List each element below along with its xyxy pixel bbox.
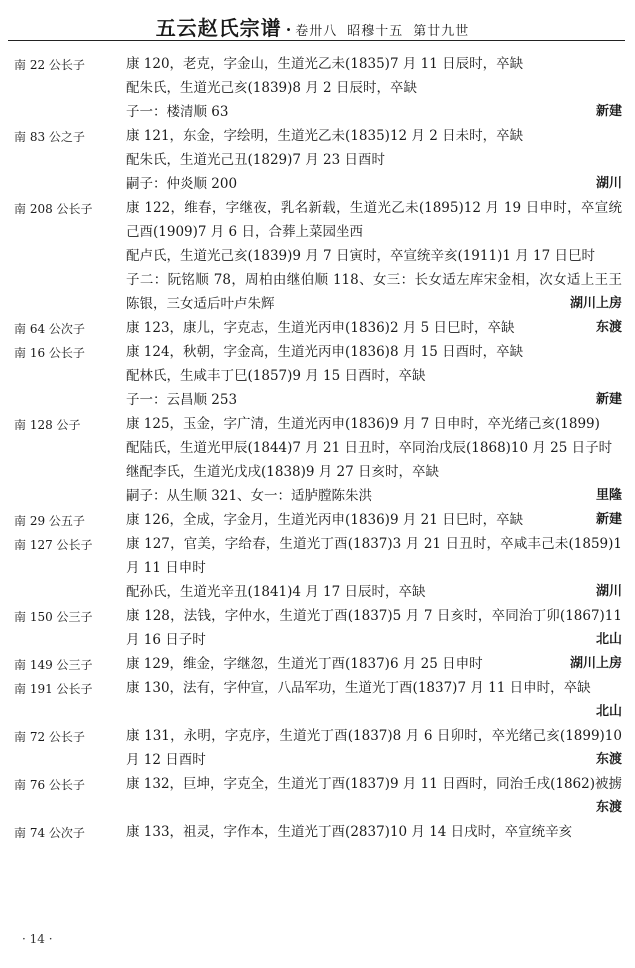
entry-text: 配朱氏，生道光己丑(1829)7 月 23 日酉时 xyxy=(126,152,386,168)
residence-place: 湖川上房 xyxy=(569,656,622,671)
father-reference: 南 76 公长子 xyxy=(14,778,85,792)
residence-place: 新建 xyxy=(595,104,622,119)
entry-text: 继配李氏，生道光戊戌(1838)9 月 27 日亥时，卒缺 xyxy=(126,464,440,480)
header-subtitle xyxy=(295,24,479,39)
genealogy-entry xyxy=(0,604,635,652)
father-reference: 南 74 公次子 xyxy=(14,826,85,840)
entry-text: 子一：云昌顺 253 xyxy=(126,392,238,408)
entry-detail-line xyxy=(126,388,622,412)
entry-body xyxy=(126,508,622,532)
entry-text: 康 127，官美，字给春，生道光丁酉(1837)3 月 21 日丑时，卒咸丰己未(1859)1 月 11 日申时 xyxy=(126,536,622,576)
entry-body xyxy=(126,724,622,772)
entry-text: 子一：楼清顺 63 xyxy=(126,104,229,120)
entry-main-line xyxy=(126,532,622,580)
entry-text: 子二：阮铭顺 78，周柏由继伯顺 118、女三：长女适左库宋金相，次女适上王王陈银，三女适后叶卢朱辉 xyxy=(126,272,622,312)
entry-body xyxy=(126,412,622,508)
residence-place: 里隆 xyxy=(595,488,622,503)
entry-body xyxy=(126,124,622,196)
father-reference: 南 72 公长子 xyxy=(14,730,85,744)
entry-detail-line xyxy=(126,700,622,724)
entry-text: 康 123，康儿，字克志，生道光丙申(1836)2 月 5 日巳时，卒缺 xyxy=(126,320,515,336)
entry-detail-line xyxy=(126,244,622,268)
entry-detail-line xyxy=(126,76,622,100)
genealogy-entry xyxy=(0,196,635,316)
entry-main-line xyxy=(126,604,622,652)
genealogy-entry xyxy=(0,124,635,196)
entry-detail-line xyxy=(126,484,622,508)
entry-text: 康 128，法钱，字仲水，生道光丁酉(1837)5 月 7 日亥时，卒同治丁卯(1867)11 月 16 日子时 xyxy=(126,608,622,648)
father-reference: 南 191 公长子 xyxy=(14,682,93,696)
entry-body xyxy=(126,52,622,124)
residence-place: 东渡 xyxy=(595,752,622,767)
page-number: · 14 · xyxy=(22,932,53,946)
entry-body xyxy=(126,652,622,676)
genealogy-entry xyxy=(0,532,635,604)
entry-text: 康 130，法有，字仲宣，八品军功，生道光丁酉(1837)7 月 11 日申时，卒缺 xyxy=(126,680,591,696)
entry-body xyxy=(126,676,622,724)
father-reference: 南 16 公长子 xyxy=(14,346,85,360)
entry-text: 配朱氏，生道光己亥(1839)8 月 2 日辰时，卒缺 xyxy=(126,80,417,96)
entry-body xyxy=(126,604,622,652)
entry-detail-line xyxy=(126,460,622,484)
genealogy-entry xyxy=(0,412,635,508)
entry-text: 康 131，永明，字克序，生道光丁酉(1837)8 月 6 日卯时，卒光绪己亥(1899)10 月 12 日酉时 xyxy=(126,728,622,768)
entry-text: 康 133，祖灵，字作本，生道光丁酉(2837)10 月 14 日戌时，卒宣统辛亥 xyxy=(126,824,573,840)
residence-place: 湖川上房 xyxy=(569,296,622,311)
entry-text: 康 132，巨坤，字克全，生道光丁酉(1837)9 月 11 日酉时，同治壬戌(1862)被掳 xyxy=(126,776,622,792)
genealogy-entry xyxy=(0,316,635,340)
entry-main-line xyxy=(126,340,622,364)
entry-text: 康 122，维春，字继夜，乳名新载，生道光乙未(1895)12 月 19 日申时，卒宣统己酉(1909)7 月 6 日，合葬上菜园坐西 xyxy=(126,200,622,240)
entry-text: 康 121，东金，字绘明，生道光乙未(1835)12 月 2 日未时，卒缺 xyxy=(126,128,524,144)
volume-label: 卷卅八 xyxy=(295,24,338,39)
residence-place: 东渡 xyxy=(595,320,622,335)
title-separator: · xyxy=(285,20,292,39)
father-reference: 南 127 公长子 xyxy=(14,538,93,552)
father-reference: 南 64 公次子 xyxy=(14,322,85,336)
entry-text: 康 129，维金，字继忽，生道光丁酉(1837)6 月 25 日申时 xyxy=(126,656,483,672)
entry-main-line xyxy=(126,124,622,148)
father-reference: 南 208 公长子 xyxy=(14,202,93,216)
entry-main-line xyxy=(126,316,622,340)
father-reference: 南 128 公子 xyxy=(14,418,81,432)
entry-text: 配卢氏，生道光己亥(1839)9 月 7 日寅时，卒宣统辛亥(1911)1 月 17 日巳时 xyxy=(126,248,595,264)
entry-body xyxy=(126,196,622,316)
residence-place: 北山 xyxy=(595,704,622,719)
entry-main-line xyxy=(126,820,622,844)
entry-detail-line xyxy=(126,364,622,388)
genealogy-entry xyxy=(0,340,635,412)
genealogy-entry xyxy=(0,652,635,676)
entry-main-line xyxy=(126,724,622,772)
entry-body xyxy=(126,316,622,340)
entry-text: 康 125，玉金，字广清，生道光丙申(1836)9 月 7 日申时，卒光绪己亥(1899) xyxy=(126,416,600,432)
entry-detail-line xyxy=(126,268,622,316)
residence-place: 新建 xyxy=(595,512,622,527)
entry-main-line xyxy=(126,652,622,676)
father-reference: 南 150 公三子 xyxy=(14,610,93,624)
page-header xyxy=(0,12,635,42)
entry-detail-line xyxy=(126,436,622,460)
entry-main-line xyxy=(126,196,622,244)
entry-detail-line xyxy=(126,172,622,196)
entry-detail-line xyxy=(126,580,622,604)
residence-place: 东渡 xyxy=(595,800,622,815)
entry-text: 康 120，老克，字金山，生道光乙未(1835)7 月 11 日辰时，卒缺 xyxy=(126,56,524,72)
entry-body xyxy=(126,340,622,412)
father-reference: 南 22 公长子 xyxy=(14,58,85,72)
entry-detail-line xyxy=(126,100,622,124)
entry-main-line xyxy=(126,52,622,76)
section-label: 昭穆十五 xyxy=(347,24,404,39)
father-reference: 南 149 公三子 xyxy=(14,658,93,672)
genealogy-entry xyxy=(0,676,635,724)
residence-place: 新建 xyxy=(595,392,622,407)
genealogy-entry xyxy=(0,820,635,844)
father-reference: 南 29 公五子 xyxy=(14,514,85,528)
genealogy-entry xyxy=(0,772,635,820)
genealogy-entry xyxy=(0,724,635,772)
residence-place: 北山 xyxy=(595,632,622,647)
entry-text: 配孙氏，生道光辛丑(1841)4 月 17 日辰时，卒缺 xyxy=(126,584,426,600)
header-rule xyxy=(8,40,625,41)
entry-main-line xyxy=(126,772,622,820)
generation-label: 第廿九世 xyxy=(413,24,470,39)
genealogy-entry xyxy=(0,508,635,532)
entry-body xyxy=(126,772,622,820)
residence-place: 湖川 xyxy=(595,584,622,599)
entry-main-line xyxy=(126,508,622,532)
residence-place: 湖川 xyxy=(595,176,622,191)
entry-text: 康 126，全成，字金月，生道光丙申(1836)9 月 21 日巳时，卒缺 xyxy=(126,512,524,528)
entry-body xyxy=(126,820,622,844)
entry-main-line xyxy=(126,676,622,700)
genealogy-title: 五云赵氏宗谱 xyxy=(155,16,282,40)
father-reference: 南 83 公之子 xyxy=(14,130,85,144)
entry-text: 配林氏，生咸丰丁巳(1857)9 月 15 日酉时，卒缺 xyxy=(126,368,426,384)
entry-list xyxy=(0,52,635,844)
entry-body xyxy=(126,532,622,604)
entry-main-line xyxy=(126,412,622,436)
entry-text: 康 124，秋朝，字金高，生道光丙申(1836)8 月 15 日酉时，卒缺 xyxy=(126,344,524,360)
entry-detail-line xyxy=(126,148,622,172)
entry-text: 配陆氏，生道光甲辰(1844)7 月 21 日丑时，卒同治戊辰(1868)10 月 25 日子时 xyxy=(126,440,613,456)
entry-text: 嗣子：仲炎顺 200 xyxy=(126,176,238,192)
genealogy-entry xyxy=(0,52,635,124)
entry-text: 嗣子：从生顺 321、女一：适胪膛陈朱洪 xyxy=(126,488,373,504)
